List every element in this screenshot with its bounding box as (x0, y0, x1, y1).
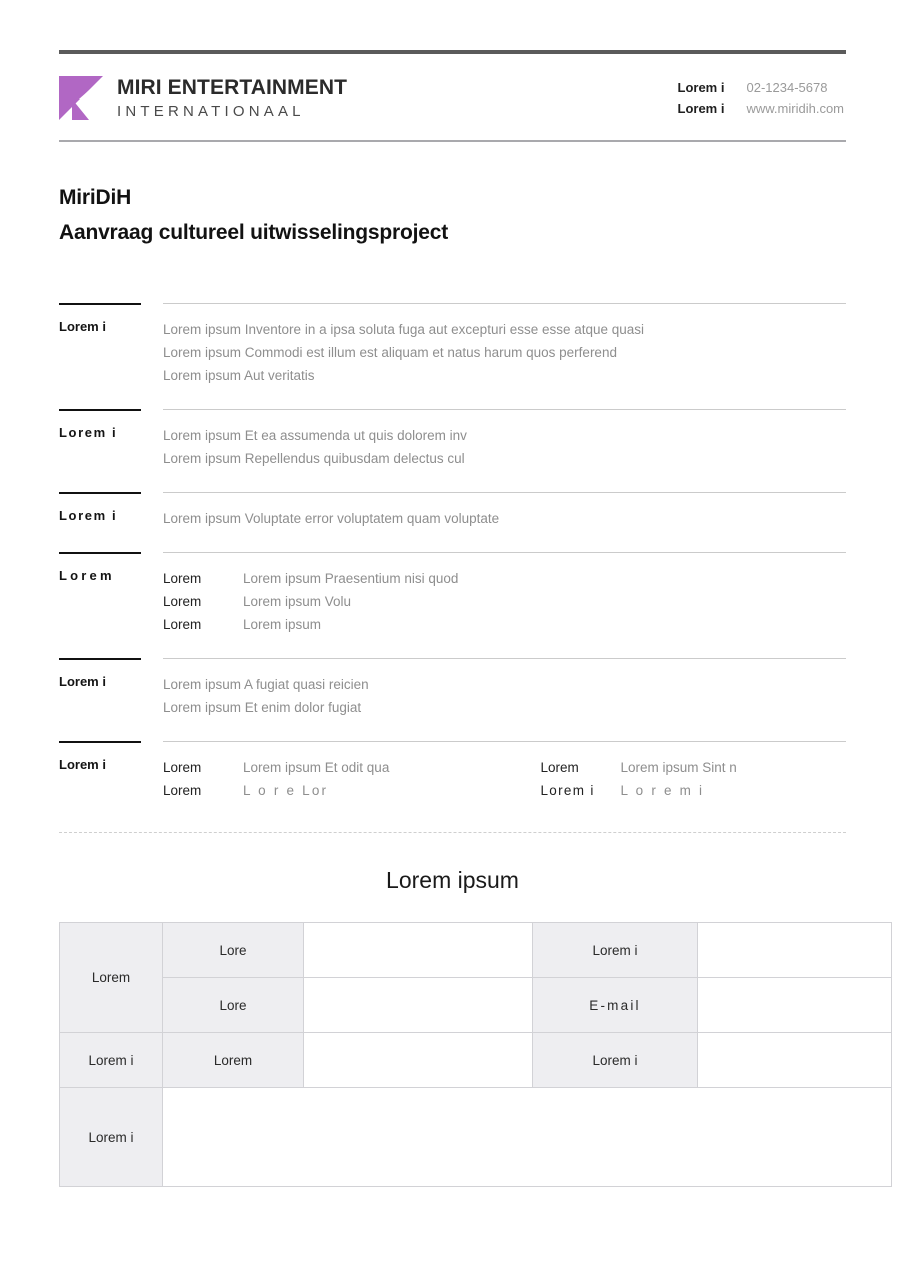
form-row-line: Lorem ipsum Voluptate error voluptatem quam voluptate (163, 511, 500, 526)
table-row (60, 1088, 892, 1187)
sub-pair-grid (163, 756, 505, 802)
table-cell-label: Lore (163, 923, 304, 978)
sub-value: Lorem ipsum Praesentium nisi quod (243, 571, 459, 586)
sub-value: Lorem ipsum (243, 617, 322, 632)
contact-value-website: www.miridih.com (746, 101, 844, 116)
brand-subtitle: INTERNATIONAAL (117, 103, 305, 120)
form-row-label: Lorem i (59, 409, 141, 492)
sub-label: Lorem i (540, 783, 595, 798)
form-row-content (163, 658, 846, 741)
title-block (59, 142, 846, 245)
form-row (59, 552, 846, 658)
brand-block (59, 76, 347, 120)
sub-value: Lorem ipsum Sint n (620, 760, 737, 775)
form-row-line: Lorem ipsum A fugiat quasi reicien (163, 677, 369, 692)
table-cell-label: Lorem (163, 1033, 304, 1088)
sub-value: L o r e m i (620, 783, 705, 798)
sub-label: Lorem (163, 617, 202, 632)
table-cell-label: Lorem i (533, 923, 698, 978)
table-cell-input[interactable] (698, 1033, 892, 1088)
table-cell-label: Lore (163, 978, 304, 1033)
form-row-content (163, 492, 846, 552)
contact-block (678, 80, 846, 116)
form-section (59, 303, 846, 824)
sub-label: Lorem (163, 760, 202, 775)
document-sheet (59, 50, 846, 1187)
table-cell-input[interactable] (304, 923, 533, 978)
table-cell-input[interactable] (304, 978, 533, 1033)
row-spacer (141, 492, 163, 552)
right-column (505, 756, 847, 802)
form-row-line: Lorem ipsum Commodi est illum est aliquam et natus harum quos perferend (163, 345, 617, 360)
row-spacer (141, 741, 163, 824)
miri-k-logo-icon (59, 76, 103, 120)
row-spacer (141, 303, 163, 409)
table-row (60, 978, 892, 1033)
sub-value: Lorem ipsum Et odit qua (243, 760, 390, 775)
table-cell-label: Lorem i (60, 1088, 163, 1187)
sub-value: L o r e Lor (243, 783, 329, 798)
sub-pair-grid (163, 567, 846, 636)
contact-label-website: Lorem i (677, 101, 725, 116)
form-row-content (163, 409, 846, 492)
table-cell-input[interactable] (698, 978, 892, 1033)
info-table (59, 922, 892, 1187)
form-row-line: Lorem ipsum Inventore in a ipsa soluta fuga aut excepturi esse esse atque quasi (163, 322, 645, 337)
left-column (163, 756, 505, 802)
two-column-group (163, 756, 846, 802)
form-row (59, 658, 846, 741)
contact-value-phone: 02-1234-5678 (746, 80, 828, 95)
brand-name: MIRI ENTERTAINMENT (117, 76, 348, 99)
sub-label: Lorem (163, 783, 202, 798)
table-cell-input-large[interactable] (163, 1088, 892, 1187)
form-row (59, 492, 846, 552)
document-header (59, 54, 846, 140)
form-row-line: Lorem ipsum Et ea assumenda ut quis dolorem inv (163, 428, 467, 443)
form-row (59, 409, 846, 492)
sub-label: Lorem (163, 571, 202, 586)
sub-value: Lorem ipsum Volu (243, 594, 352, 609)
table-cell-label: Lorem i (533, 1033, 698, 1088)
sub-label: Lorem (163, 594, 202, 609)
form-row-content (163, 552, 846, 658)
page-subtitle: Aanvraag cultureel uitwisselingsproject (59, 221, 448, 244)
form-row-line: Lorem ipsum Aut veritatis (163, 368, 315, 383)
form-row-line: Lorem ipsum Repellendus quibusdam delectus cul (163, 451, 465, 466)
form-row (59, 303, 846, 409)
table-row (60, 923, 892, 978)
form-row-label: Lorem i (59, 492, 141, 552)
sub-label: Lorem (540, 760, 579, 775)
row-spacer (141, 552, 163, 658)
form-row (59, 741, 846, 824)
table-cell-label: Lorem i (60, 1033, 163, 1088)
form-row-line: Lorem ipsum Et enim dolor fugiat (163, 700, 362, 715)
sub-pair-grid (541, 756, 847, 802)
form-row-label: Lorem (59, 552, 141, 658)
form-row-label: Lorem i (59, 658, 141, 741)
form-row-content (163, 741, 846, 824)
form-row-content (163, 303, 846, 409)
form-row-label: Lorem i (59, 303, 141, 409)
table-cell-label: Lorem (60, 923, 163, 1033)
section-heading: Lorem ipsum (386, 867, 519, 893)
page-title: MiriDiH (59, 186, 132, 209)
form-row-label: Lorem i (59, 741, 141, 824)
table-cell-label-email: E-mail (533, 978, 698, 1033)
row-spacer (141, 409, 163, 492)
table-row (60, 1033, 892, 1088)
table-cell-input[interactable] (304, 1033, 533, 1088)
brand-text (117, 77, 347, 119)
row-spacer (141, 658, 163, 741)
contact-label-phone: Lorem i (677, 80, 725, 95)
table-cell-input[interactable] (698, 923, 892, 978)
